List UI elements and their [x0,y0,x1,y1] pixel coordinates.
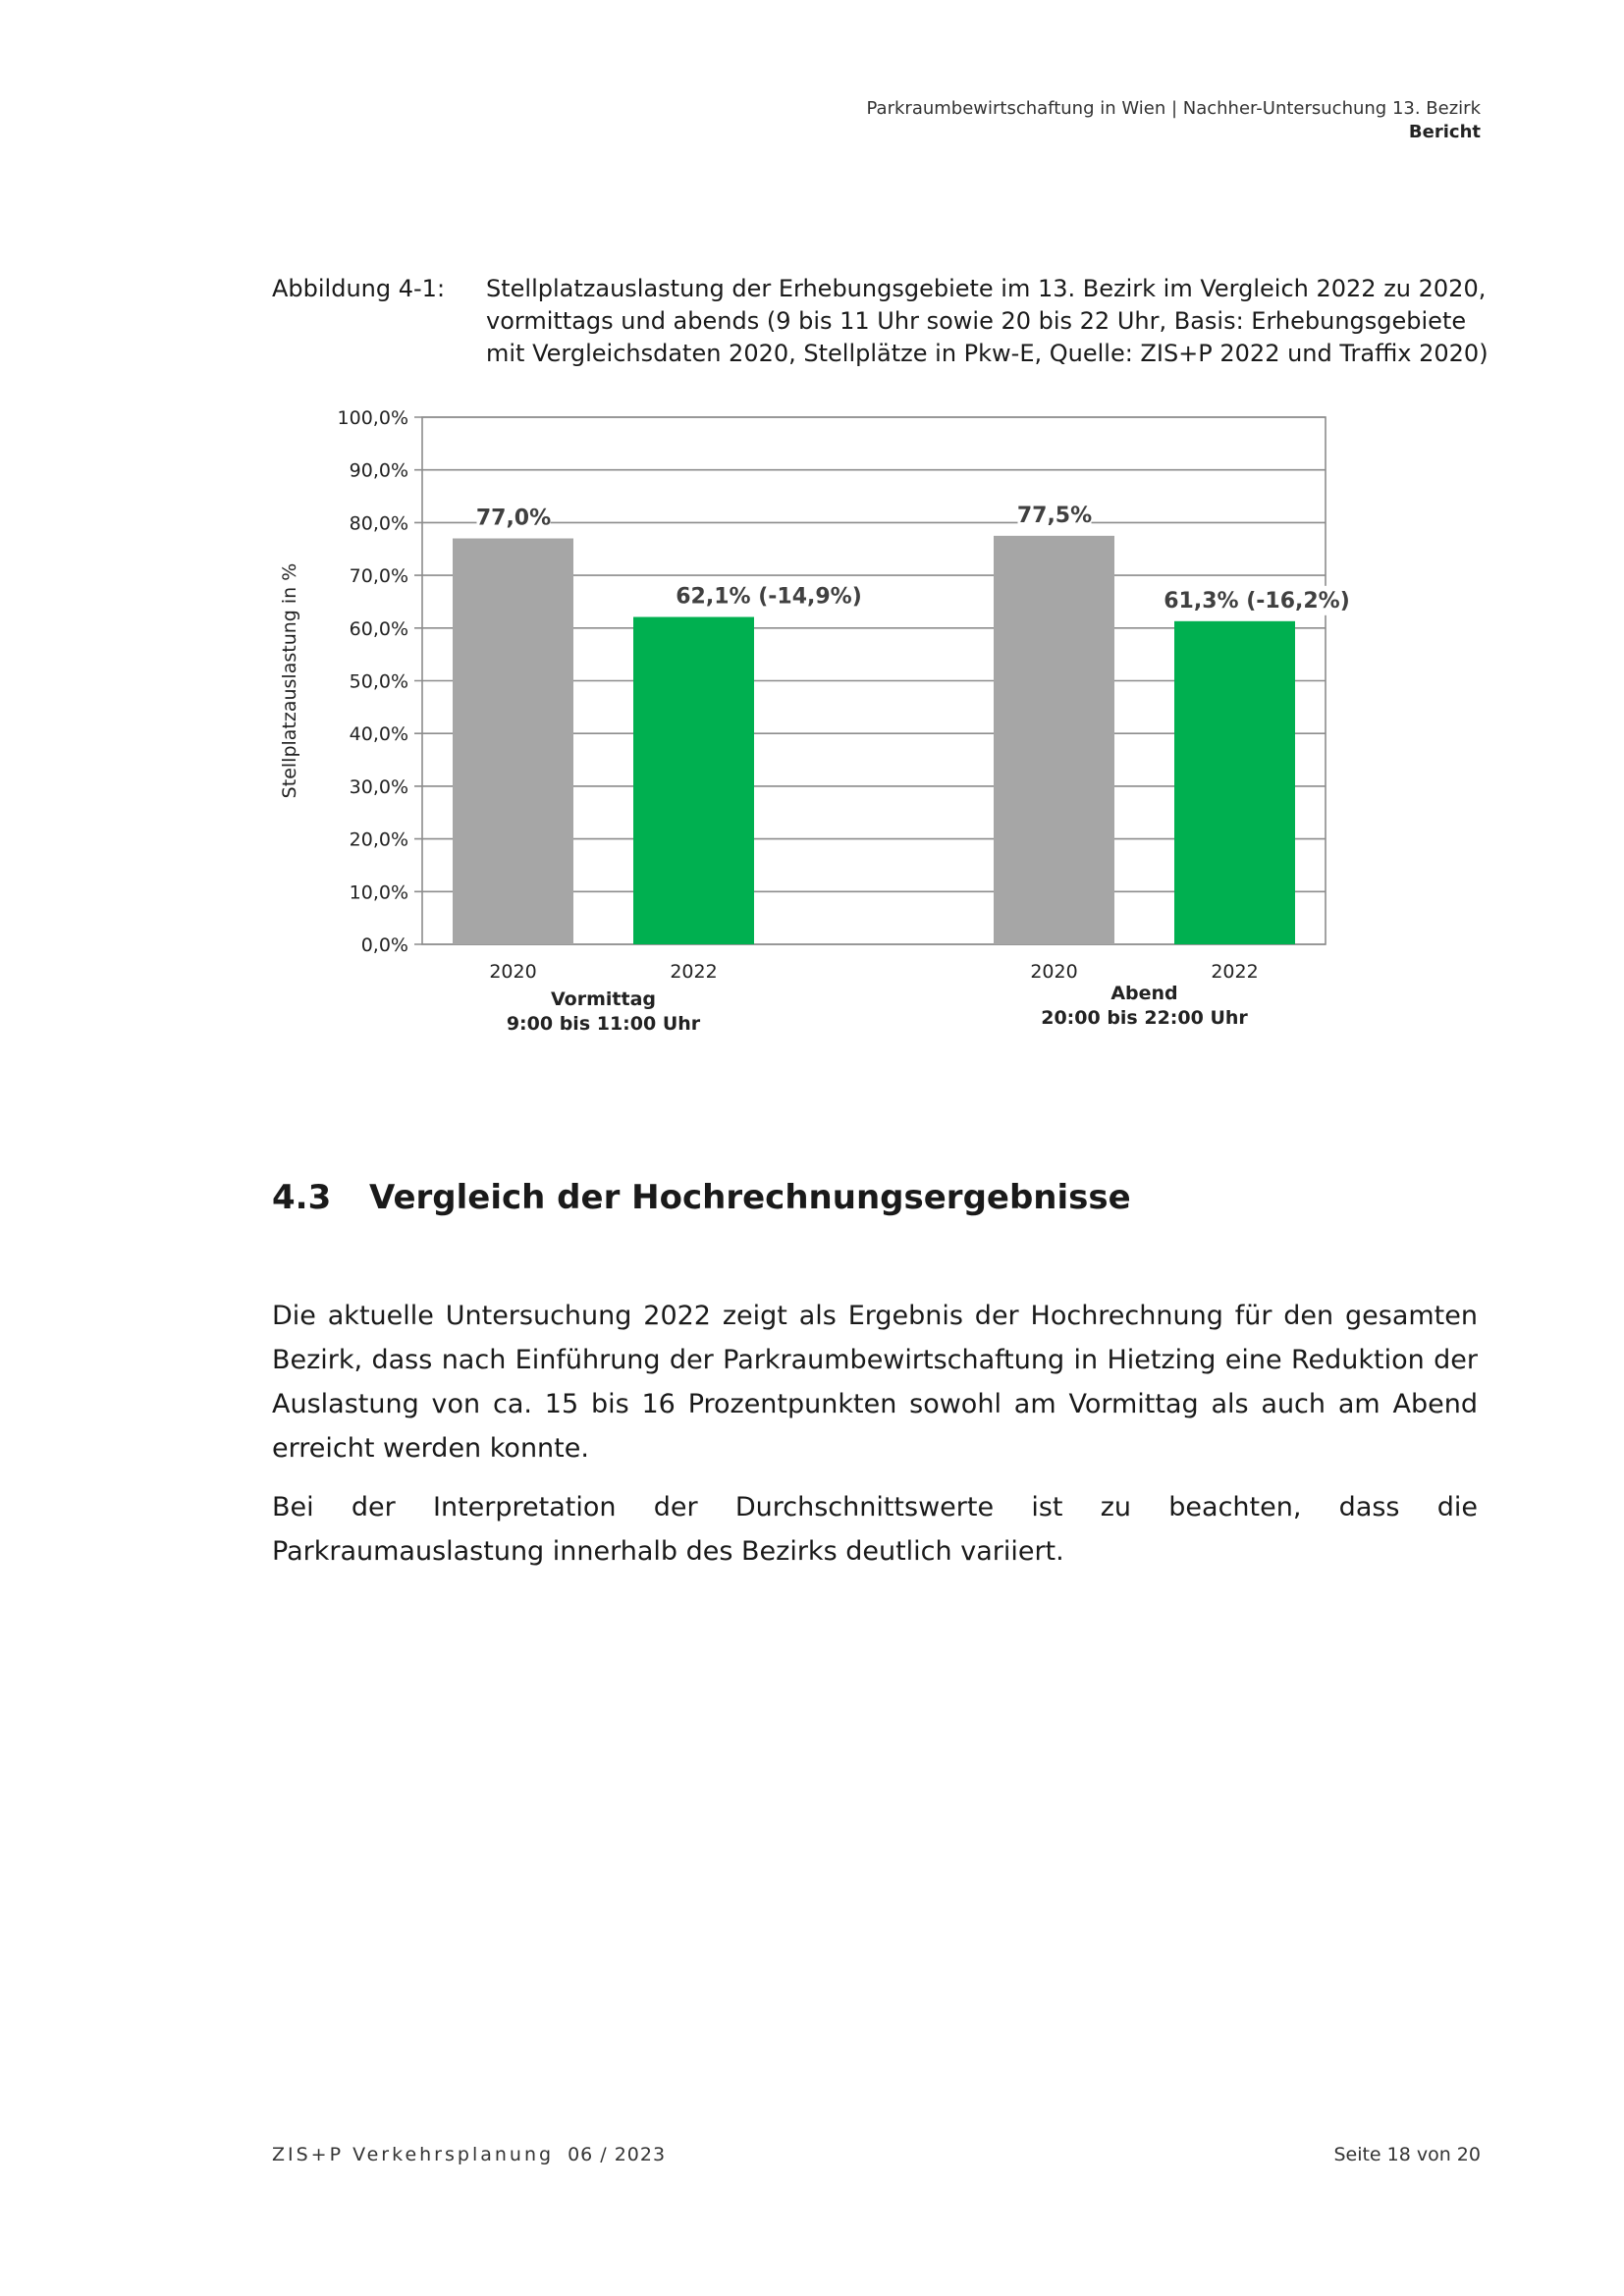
footer-company [272,2144,666,2165]
y-tick-label: 30,0% [349,775,408,798]
parking-occupancy-chart [265,393,1424,1060]
x-tick-label: 2020 [489,961,537,983]
body-paragraph-2: Bei der Interpretation der Durchschnittswerte ist zu beachten, dass die Parkraumauslastung innerhalb des Bezirks deutlich variiert. [272,1492,1478,1567]
y-tick-label: 40,0% [349,723,408,746]
y-tick-label: 90,0% [349,459,408,482]
y-tick-label: 50,0% [349,670,408,693]
section-number: 4.3 [272,1178,332,1217]
group-time-abend: 20:00 bis 22:00 Uhr [1041,1007,1248,1029]
footer-date: 06 / 2023 [568,2144,667,2165]
group-time-vormittag: 9:00 bis 11:00 Uhr [506,1013,701,1035]
body-paragraph-1: Die aktuelle Untersuchung 2022 zeigt als Ergebnis der Hochrechnung für den gesamten Bezirk, dass nach Einführung der Parkraumbewirtschaftung in Hietzing eine Reduktion der Auslastung von ca. 15 bis 16 Prozentpunkten sowohl am Vormittag als auch am Abend erreicht werden konnte. [272,1301,1478,1464]
y-tick-label: 100,0% [337,407,408,429]
data-label: 77,0% [475,506,552,531]
bar-vormittag-2020 [453,539,573,944]
section-title: Vergleich der Hochrechnungsergebnisse [369,1178,1131,1217]
y-axis-label: Stellplatzauslastung in % [279,562,300,799]
y-tick-label: 70,0% [349,565,408,588]
bar-vormittag-2022 [633,617,754,944]
data-label: 62,1% (-14,9%) [676,584,862,610]
figure-caption-text: Stellplatzauslastung der Erhebungsgebiete im 13. Bezirk im Vergleich 2022 zu 2020, vormittags und abends (9 bis 11 Uhr sowie 20 bis 22 Uhr, Basis: Erhebungsgebiete mit Vergleichsdaten 2020, Stellplätze in Pkw-E, Quelle: ZIS+P 2022 und Traffix 2020) [486,275,1489,367]
header-report-title: Parkraumbewirtschaftung in Wien | Nachher-Untersuchung 13. Bezirk [866,98,1481,119]
group-label-vormittag: Vormittag [551,988,656,1010]
data-label: 61,3% (-16,2%) [1164,588,1350,614]
group-label-abend: Abend [1110,983,1178,1004]
y-tick-label: 10,0% [349,881,408,904]
data-label: 77,5% [1016,503,1093,528]
footer-company-name: ZIS+P Verkehrsplanung [272,2144,555,2165]
x-tick-label: 2020 [1030,961,1078,983]
bar-abend-2022 [1174,621,1295,944]
y-tick-label: 0,0% [360,934,408,956]
figure-caption-label: Abbildung 4-1: [272,275,446,302]
y-tick-label: 20,0% [349,828,408,851]
header-document-type: Bericht [1408,122,1481,142]
y-tick-label: 60,0% [349,617,408,640]
footer-page-number: Seite 18 von 20 [1333,2144,1481,2165]
x-tick-label: 2022 [1211,961,1259,983]
y-tick-label: 80,0% [349,512,408,535]
x-tick-label: 2022 [670,961,718,983]
bar-abend-2020 [994,536,1114,944]
